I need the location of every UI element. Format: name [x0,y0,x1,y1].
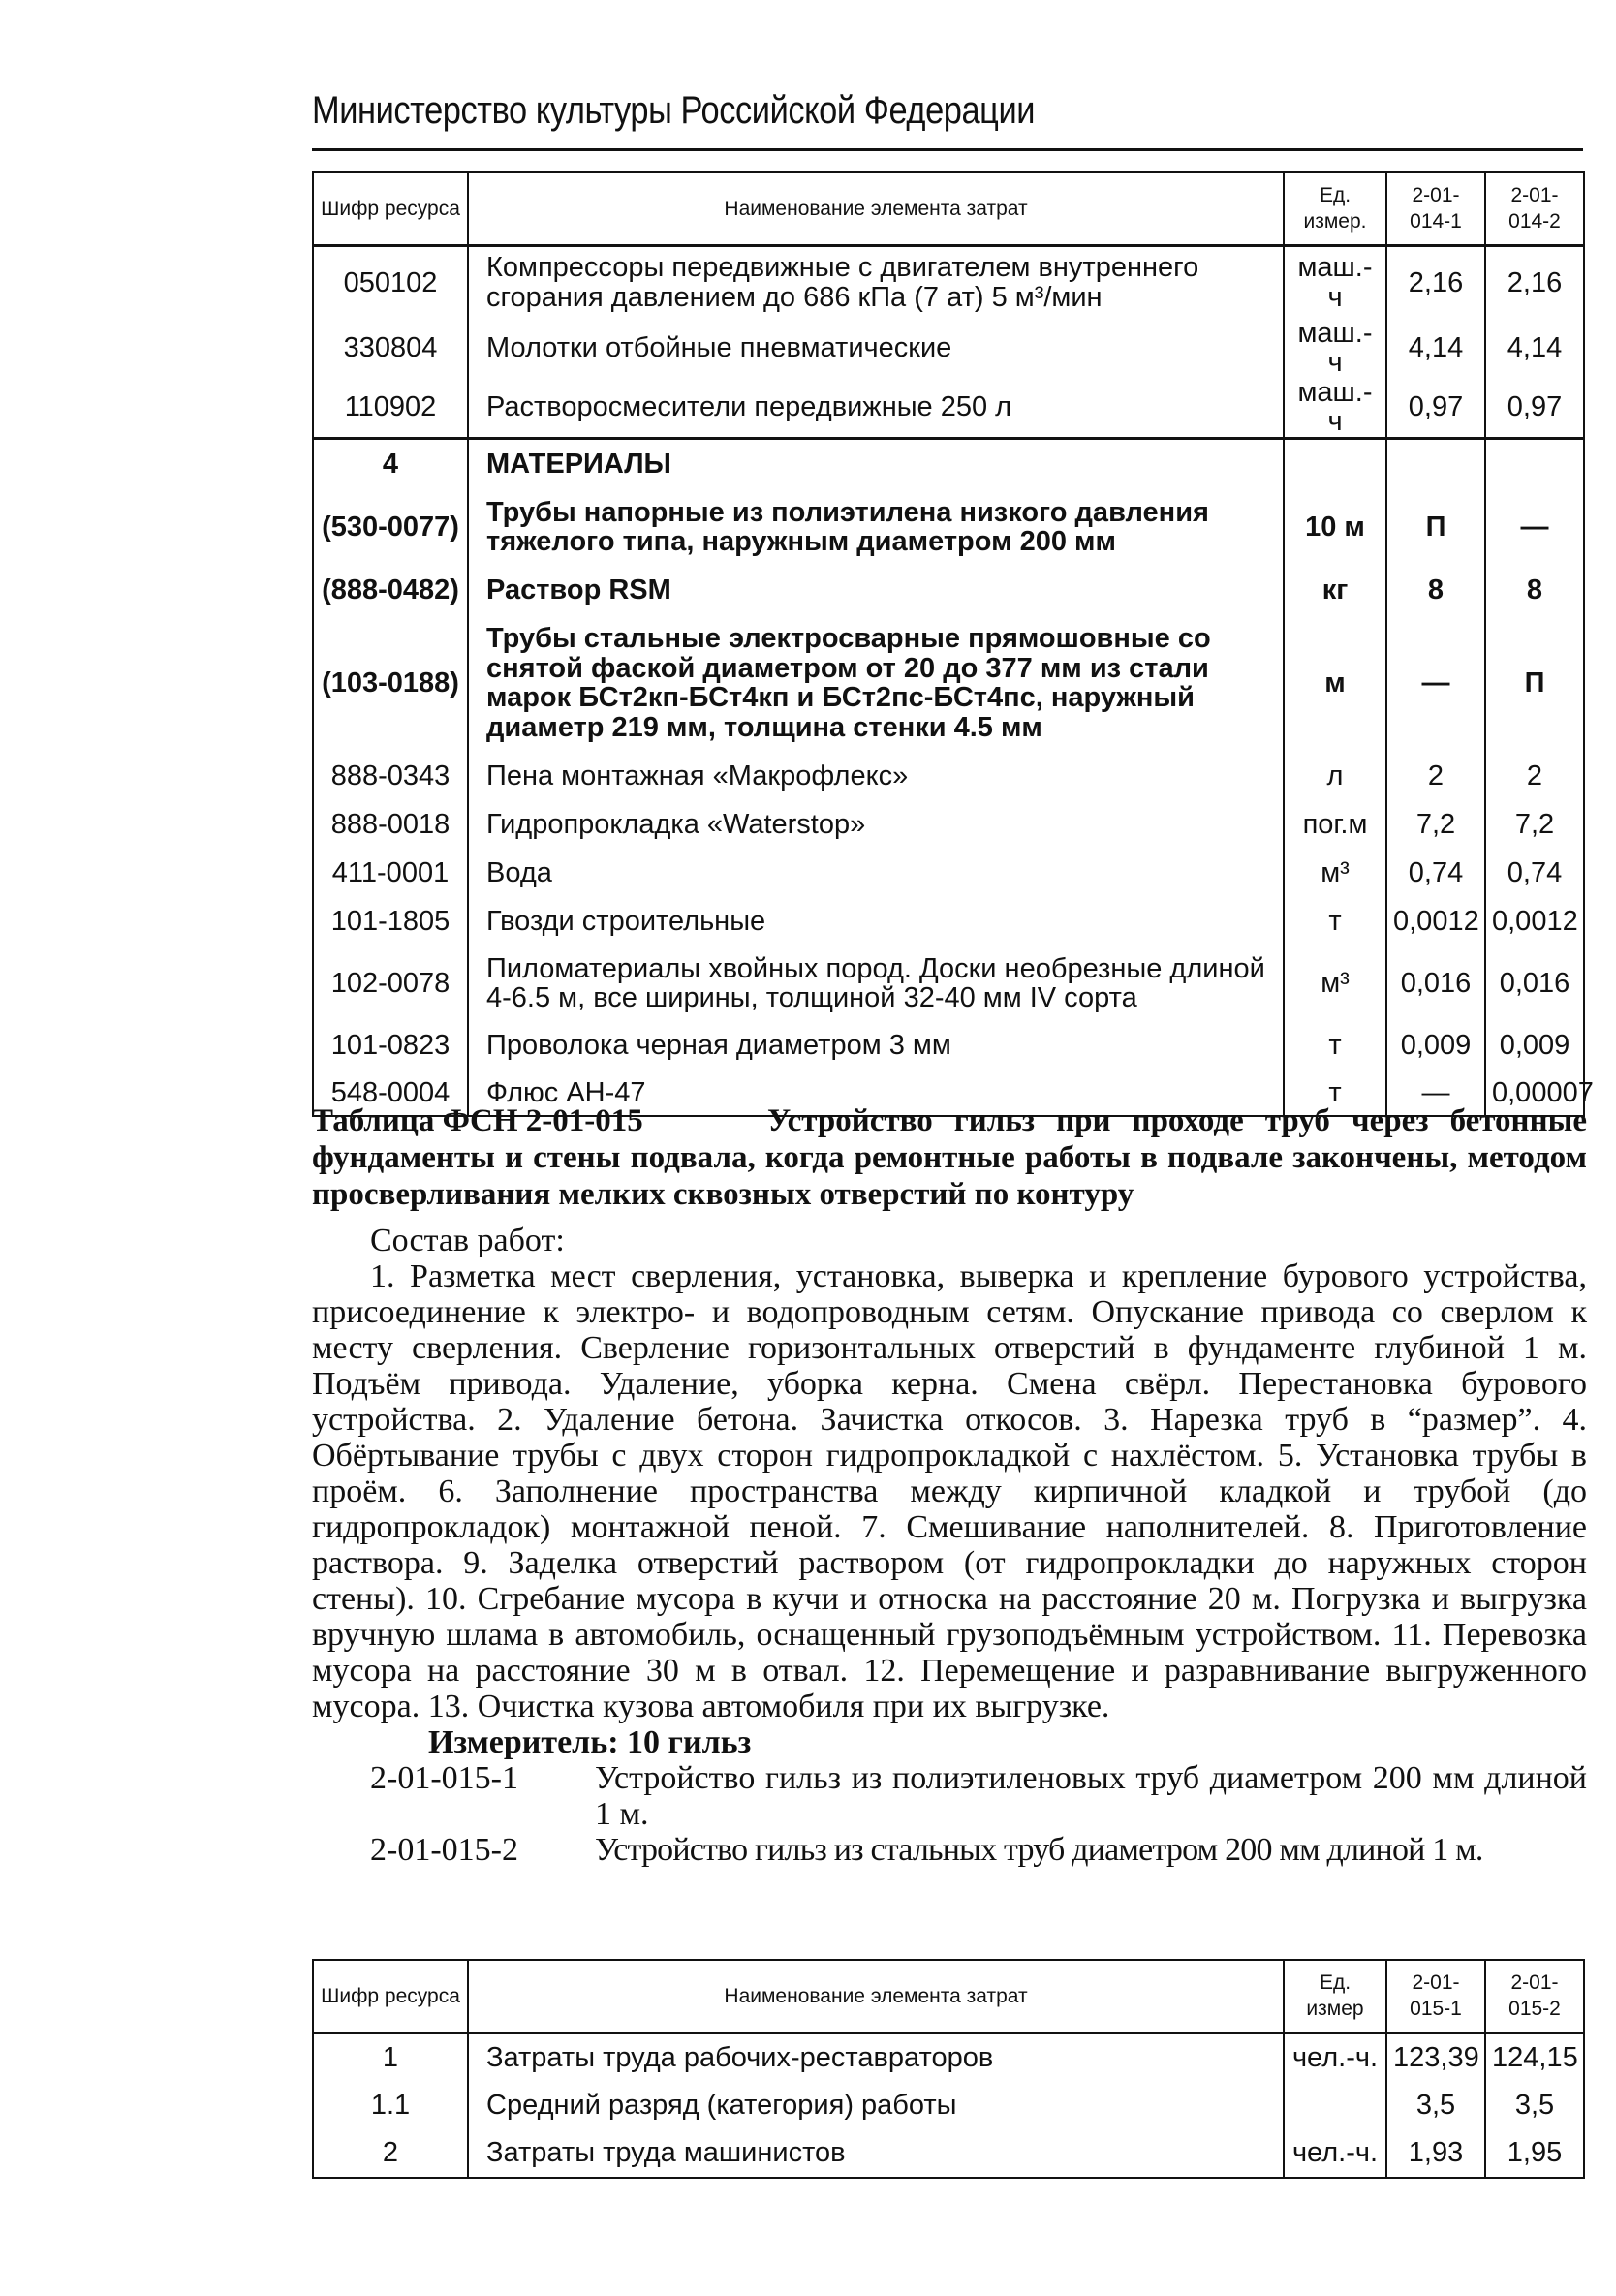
unit-cell: маш.-ч [1284,245,1386,319]
table-row [313,897,1584,946]
unit-cell: чел.-ч. [1284,2032,1386,2081]
value-cell: 0,009 [1386,1021,1485,1070]
value-cell: 0,0012 [1485,897,1584,946]
table-title: Устройство гильз при проходе труб через бетонные фундаменты и стены подвала, когда ремонтные работы в подвале закончены, методом просверливания мелких сквозных отверстий по контуру [312,1103,1587,1212]
value-cell: 4,14 [1386,319,1485,378]
variant-text: Устройство гильз из полиэтиленовых труб диаметром 200 мм длиной 1 м. [595,1760,1587,1832]
value-cell: — [1386,1070,1485,1116]
resource-code: 102-0078 [313,946,468,1021]
unit-cell: кг [1284,566,1386,614]
value-cell: — [1485,488,1584,566]
resource-code: 411-0001 [313,849,468,897]
column-header: 2-01-014-1 [1386,172,1485,245]
resource-code: 110902 [313,378,468,438]
unit-cell: л [1284,752,1386,800]
resource-code: 101-1805 [313,897,468,946]
value-cell: 0,97 [1485,378,1584,438]
unit-cell: пог.м [1284,800,1386,849]
resource-code: 548-0004 [313,1070,468,1116]
unit-cell: м³ [1284,849,1386,897]
resource-code: (888-0482) [313,566,468,614]
unit-cell: т [1284,1021,1386,1070]
value-cell [1485,438,1584,488]
measure-line: Измеритель: 10 гильз [428,1724,752,1760]
table-row [313,2032,1584,2081]
table-header-row [313,172,1584,245]
unit-cell: т [1284,897,1386,946]
table-row [313,319,1584,378]
column-header: Шифр ресурса [313,1960,468,2032]
column-header: 2-01-014-2 [1485,172,1584,245]
resource-name: Пиломатериалы хвойных пород. Доски необрезные длиной 4-6.5 м, все ширины, толщиной 32-40 мм IV сорта [468,946,1284,1021]
resource-name: Гвозди строительные [468,897,1284,946]
value-cell: 124,15 [1485,2032,1584,2081]
resource-code: 2 [313,2129,468,2178]
column-header: Ед. измер. [1284,172,1386,245]
variant-item [312,1760,1587,1832]
value-cell: — [1386,614,1485,752]
work-title: Состав работ: [370,1223,565,1258]
value-cell: 0,00007 [1485,1070,1584,1116]
table-row [313,614,1584,752]
table-row [313,2081,1584,2129]
column-header: 2-01-015-1 [1386,1960,1485,2032]
page-header: Министерство культуры Российской Федерации [312,89,1036,132]
unit-cell: 10 м [1284,488,1386,566]
resource-name: Раствор RSM [468,566,1284,614]
value-cell: 2,16 [1485,245,1584,319]
resource-name: Средний разряд (категория) работы [468,2081,1284,2129]
unit-cell: чел.-ч. [1284,2129,1386,2178]
unit-cell: м³ [1284,946,1386,1021]
resource-name: Компрессоры передвижные с двигателем внутреннего сгорания давлением до 686 кПа (7 ат) 5 м³/мин [468,245,1284,319]
value-cell: П [1386,488,1485,566]
value-cell: 2 [1386,752,1485,800]
value-cell: 1,93 [1386,2129,1485,2178]
table-header-row [313,1960,1584,2032]
table-row [313,245,1584,319]
column-header: Шифр ресурса [313,172,468,245]
resource-code: 050102 [313,245,468,319]
resource-name: Молотки отбойные пневматические [468,319,1284,378]
table-row [313,378,1584,438]
resource-code: 1 [313,2032,468,2081]
resource-code: 4 [313,438,468,488]
work-description [312,1223,1587,1868]
resource-name: Флюс АН-47 [468,1070,1284,1116]
resource-name: Затраты труда машинистов [468,2129,1284,2178]
value-cell: 3,5 [1386,2081,1485,2129]
value-cell: 7,2 [1386,800,1485,849]
value-cell: 8 [1386,566,1485,614]
header-rule [312,148,1583,151]
resource-code: 101-0823 [313,1021,468,1070]
resource-code: (103-0188) [313,614,468,752]
variant-code: 2-01-015-1 [370,1760,518,1796]
value-cell: 8 [1485,566,1584,614]
value-cell: 2,16 [1386,245,1485,319]
unit-cell: маш.-ч [1284,319,1386,378]
value-cell: 0,97 [1386,378,1485,438]
table-row [313,488,1584,566]
resource-code: 888-0343 [313,752,468,800]
resource-code: (530-0077) [313,488,468,566]
resource-code: 330804 [313,319,468,378]
value-cell: 0,0012 [1386,897,1485,946]
table-row [313,752,1584,800]
section-label: МАТЕРИАЛЫ [468,438,1284,488]
table-row [313,946,1584,1021]
value-cell: 0,009 [1485,1021,1584,1070]
value-cell: 0,74 [1485,849,1584,897]
table-row [313,849,1584,897]
resource-name: Затраты труда рабочих-реставраторов [468,2032,1284,2081]
table-row [313,2129,1584,2178]
value-cell: 123,39 [1386,2032,1485,2081]
resource-name: Гидропрокладка «Waterstop» [468,800,1284,849]
table-code: Таблица ФСН 2-01-015 [312,1103,643,1138]
table-caption [312,1102,1587,1213]
variant-code: 2-01-015-2 [370,1832,518,1868]
resource-name: Проволока черная диаметром 3 мм [468,1021,1284,1070]
resource-code: 1.1 [313,2081,468,2129]
column-header: Наименование элемента затрат [468,172,1284,245]
column-header: Наименование элемента затрат [468,1960,1284,2032]
resource-table-014 [312,171,1594,1117]
resource-code: 888-0018 [313,800,468,849]
work-text: 1. Разметка мест сверления, установка, выверка и крепление бурового устройства, присоединение к электро- и водопроводным сетям. Опускание привода со сверлом к месту сверления. Сверление горизонтальных отверстий в фундаменте глубиной 1 м. Подъём привода. Удаление, уборка керна. Смена свёрл. Перестановка бурового устройства. 2. Удаление бетона. Зачистка откосов. 3. Нарезка труб в “размер”. 4. Обёртывание трубы с двух сторон гидропрокладкой с нахлёстом. 5. Установка трубы в проём. 6. Заполнение пространства между кирпичной кладкой и трубой (до гидропрокладок) монтажной пеной. 7. Смешивание наполнителей. 8. Приготовление раствора. 9. Заделка отверстий раствором (от гидропрокладки до наружных сторон стены). 10. Сгребание мусора в кучи и относка на расстояние 20 м. Погрузка и выгрузка вручную шлама в автомобиль, оснащенный грузоподъёмным устройством. 11. Перевозка мусора на расстояние 30 м в отвал. 12. Перемещение и разравнивание выгруженного мусора. 13. Очистка кузова автомобиля при их выгрузке. [312,1258,1587,1724]
value-cell: 0,74 [1386,849,1485,897]
table-row [313,566,1584,614]
value-cell: 1,95 [1485,2129,1584,2178]
column-header: Ед. измер [1284,1960,1386,2032]
resource-name: Трубы стальные электросварные прямошовные со снятой фаской диаметром от 20 до 377 мм из стали марок БСт2кп-БСт4кп и БСт2пс-БСт4пс, наружный диаметр 219 мм, толщина стенки 4.5 мм [468,614,1284,752]
resource-name: Вода [468,849,1284,897]
value-cell: 2 [1485,752,1584,800]
value-cell: 3,5 [1485,2081,1584,2129]
value-cell: 0,016 [1386,946,1485,1021]
unit-cell [1284,438,1386,488]
variant-text: Устройство гильз из стальных труб диаметром 200 мм длиной 1 м. [595,1832,1483,1868]
column-header: 2-01-015-2 [1485,1960,1584,2032]
unit-cell: т [1284,1070,1386,1116]
unit-cell: м [1284,614,1386,752]
table-row [313,1021,1584,1070]
resource-name: Трубы напорные из полиэтилена низкого давления тяжелого типа, наружным диаметром 200 мм [468,488,1284,566]
value-cell: 0,016 [1485,946,1584,1021]
unit-cell: маш.-ч [1284,378,1386,438]
table-row [313,438,1584,488]
variant-item [312,1832,1587,1868]
value-cell: П [1485,614,1584,752]
resource-name: Растворосмесители передвижные 250 л [468,378,1284,438]
table-row [313,800,1584,849]
resource-table-015 [312,1959,1585,2179]
resource-name: Пена монтажная «Макрофлекс» [468,752,1284,800]
value-cell: 7,2 [1485,800,1584,849]
value-cell [1386,438,1485,488]
value-cell: 4,14 [1485,319,1584,378]
unit-cell [1284,2081,1386,2129]
